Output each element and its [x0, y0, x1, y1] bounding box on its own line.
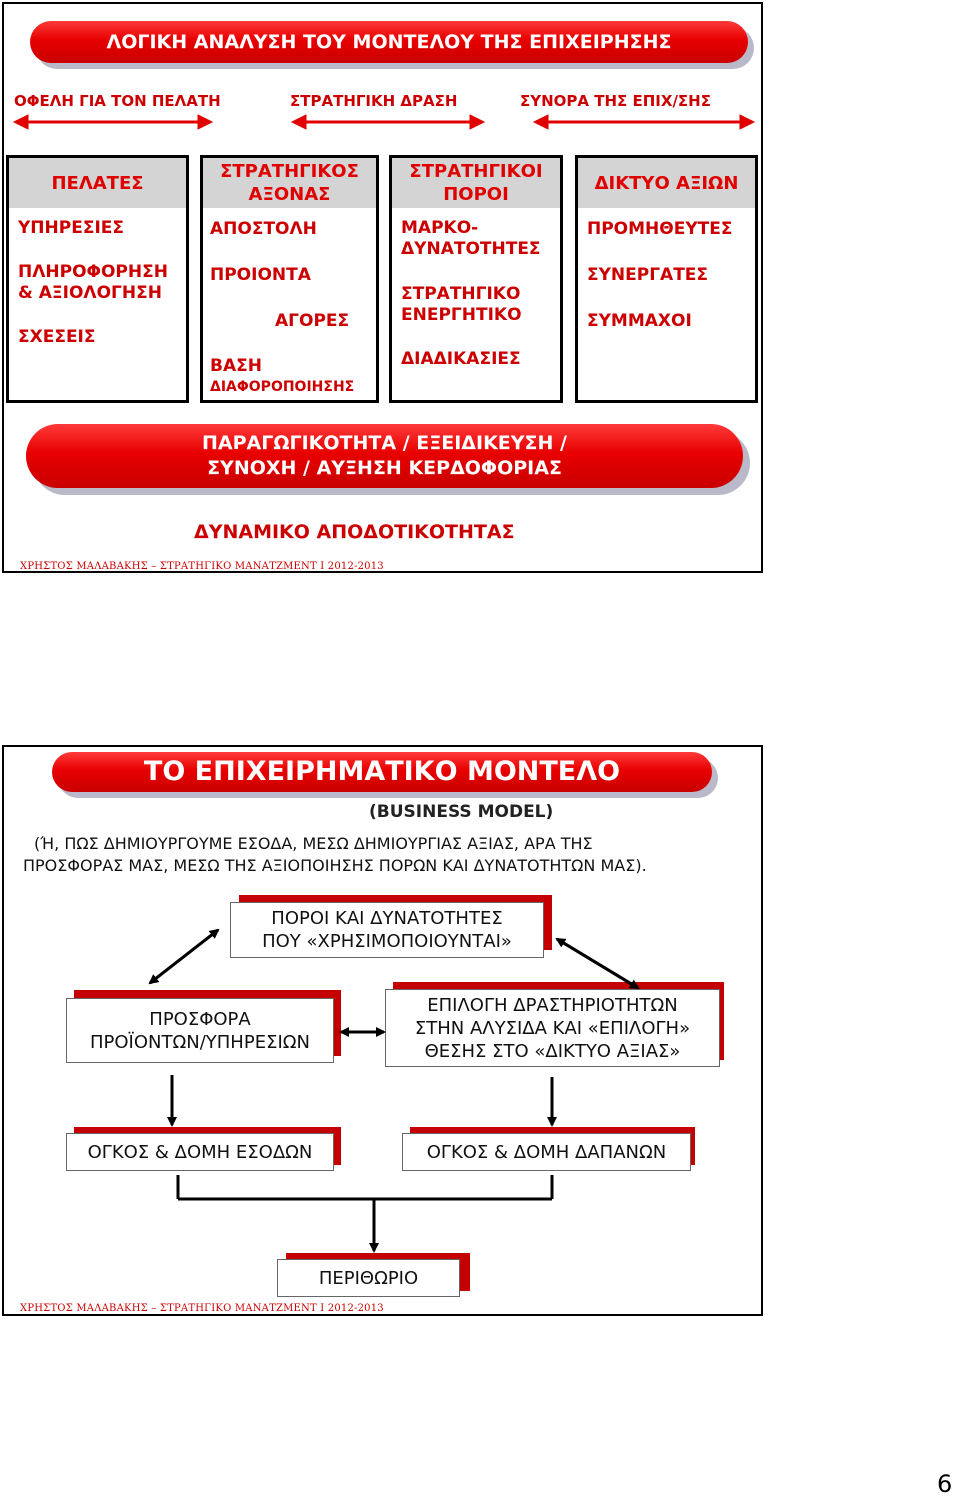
choice-line-1: ΕΠΙΛΟΓΗ ΔΡΑΣΤΗΡΙΟΤΗΤΩΝ	[427, 994, 678, 1016]
slide2-title: ΤΟ ΕΠΙΧΕΙΡΗΜΑΤΙΚΟ ΜΟΝΤΕΛΟ	[52, 752, 712, 792]
column-header-strategic-resources: ΣΤΡΑΤΗΓΙΚΟΙ ΠΟΡΟΙ	[392, 158, 560, 208]
arrowhead-left-2	[292, 115, 306, 129]
description-line-2: ΠΡΟΣΦΟΡΑΣ ΜΑΣ, ΜΕΣΩ ΤΗΣ ΑΞΙΟΠΟΙΗΣΗΣ ΠΟΡΩΝ ΚΑΙ ΔΥΝΑΤΟΤΗΤΩΝ ΜΑΣ).	[23, 856, 647, 875]
item-suppliers: ΠΡΟΜΗΘΕΥΤΕΣ	[587, 219, 733, 239]
slide-business-model	[2, 745, 763, 1316]
column-header-customers: ΠΕΛΑΤΕΣ	[9, 158, 186, 208]
item-information-evaluation: ΠΛΗΡΟΦΟΡΗΣΗ & ΑΞΙΟΛΟΓΗΣΗ	[18, 262, 168, 303]
header-customer-benefits: ΟΦΕΛΗ ΓΙΑ ΤΟΝ ΠΕΛΑΤΗ	[14, 92, 221, 110]
revenue-volume-structure-box: ΟΓΚΟΣ & ΔΟΜΗ ΕΣΟΔΩΝ	[66, 1133, 334, 1171]
column-header-strategic-axis: ΣΤΡΑΤΗΓΙΚΟΣ ΑΞΟΝΑΣ	[203, 158, 376, 208]
margin-box: ΠΕΡΙΘΩΡΙΟ	[277, 1259, 460, 1297]
business-model-subtitle: (BUSINESS MODEL)	[369, 802, 554, 822]
header-strategic-action: ΣΤΡΑΤΗΓΙΚΗ ΔΡΑΣΗ	[290, 92, 458, 110]
item-strategic-assets: ΣΤΡΑΤΗΓΙΚΟ ΕΝΕΡΓΗΤΙΚΟ	[401, 284, 522, 325]
arrowhead-right-1	[198, 115, 212, 129]
arrowhead-left-3	[534, 115, 548, 129]
header-arrows	[4, 108, 761, 134]
flow-arrows	[4, 747, 761, 1314]
cost-volume-structure-box: ΟΓΚΟΣ & ΔΟΜΗ ΔΑΠΑΝΩΝ	[402, 1133, 691, 1171]
offer-line-2: ΠΡΟΪΟΝΤΩΝ/ΥΠΗΡΕΣΙΩΝ	[90, 1031, 310, 1053]
arrowhead-right-2	[470, 115, 484, 129]
header-business-boundaries: ΣΥΝΟΡΑ ΤΗΣ ΕΠΙΧ/ΣΗΣ	[520, 92, 711, 110]
item-markets: ΑΓΟΡΕΣ	[275, 311, 350, 331]
arrow-choice-to-resources	[557, 939, 638, 988]
arrowhead-left-1	[14, 115, 28, 129]
item-services: ΥΠΗΡΕΣΙΕΣ	[18, 218, 125, 238]
item-base: ΒΑΣΗ	[210, 356, 262, 376]
choice-line-3: ΘΕΣΗΣ ΣΤΟ «ΔΙΚΤΥΟ ΑΞΙΑΣ»	[424, 1040, 681, 1062]
resources-line-1: ΠΟΡΟΙ ΚΑΙ ΔΥΝΑΤΟΤΗΤΕΣ	[271, 908, 503, 929]
item-differentiation: ΔΙΑΦΟΡΟΠΟΙΗΣΗΣ	[210, 379, 355, 395]
banner-line-2: ΣΥΝΟΧΗ / ΑΥΞΗΣΗ ΚΕΡΔΟΦΟΡΙΑΣ	[207, 457, 562, 479]
column-strategic-resources	[389, 155, 563, 403]
banner-line-1: ΠΑΡΑΓΩΓΙΚΟΤΗΤΑ / ΕΞΕΙΔΙΚΕΥΣΗ /	[202, 432, 567, 454]
arrow-offer-to-resources	[150, 930, 218, 983]
column-value-network	[575, 155, 758, 403]
offer-line-1: ΠΡΟΣΦΟΡΑ	[149, 1008, 251, 1030]
item-partners: ΣΥΝΕΡΓΑΤΕΣ	[587, 265, 709, 285]
productivity-banner	[26, 424, 743, 488]
column-customers	[6, 155, 189, 403]
page-number: 6	[937, 1470, 953, 1498]
arrowhead-right-3	[740, 115, 754, 129]
resources-line-2: ΠΟΥ «ΧΡΗΣΙΜΟΠΟΙΟΥΝΤΑΙ»	[262, 931, 512, 952]
description-line-1: (Ή, ΠΩΣ ΔΗΜΙΟΥΡΓΟΥΜΕ ΕΣΟΔΑ, ΜΕΣΩ ΔΗΜΙΟΥΡΓΙΑΣ ΑΞΙΑΣ, ΑΡΑ ΤΗΣ	[34, 834, 593, 853]
slide-logical-analysis	[2, 2, 763, 573]
potential-efficiency-label: ΔΥΝΑΜΙΚΟ ΑΠΟΔΟΤΙΚΟΤΗΤΑΣ	[194, 521, 515, 543]
item-allies: ΣΥΜΜΑΧΟΙ	[587, 311, 692, 331]
slide1-title: ΛΟΓΙΚΗ ΑΝΑΛΥΣΗ ΤΟΥ ΜΟΝΤΕΛΟΥ ΤΗΣ ΕΠΙΧΕΙΡΗΣΗΣ	[30, 21, 748, 63]
item-processes: ΔΙΑΔΙΚΑΣΙΕΣ	[401, 349, 521, 369]
item-macro-capabilities: ΜΑΡΚΟ-ΔΥΝΑΤΟΤΗΤΕΣ	[401, 218, 541, 259]
choice-line-2: ΣΤΗΝ ΑΛΥΣΙΔΑ ΚΑΙ «ΕΠΙΛΟΓΗ»	[414, 1017, 691, 1039]
column-strategic-axis	[200, 155, 379, 403]
slide2-footer: ΧΡΗΣΤΟΣ ΜΑΛΑΒΑΚΗΣ – ΣΤΡΑΤΗΓΙΚΟ ΜΑΝΑΤΖΜΕΝΤ Ι 2012-2013	[20, 1303, 384, 1314]
column-header-value-network: ΔΙΚΤΥΟ ΑΞΙΩΝ	[578, 158, 755, 208]
slide1-footer: ΧΡΗΣΤΟΣ ΜΑΛΑΒΑΚΗΣ – ΣΤΡΑΤΗΓΙΚΟ ΜΑΝΑΤΖΜΕΝΤ Ι 2012-2013	[20, 561, 384, 572]
item-relationships: ΣΧΕΣΕΙΣ	[18, 327, 96, 347]
item-products: ΠΡΟΙΟΝΤΑ	[210, 265, 311, 285]
item-mission: ΑΠΟΣΤΟΛΗ	[210, 219, 317, 239]
